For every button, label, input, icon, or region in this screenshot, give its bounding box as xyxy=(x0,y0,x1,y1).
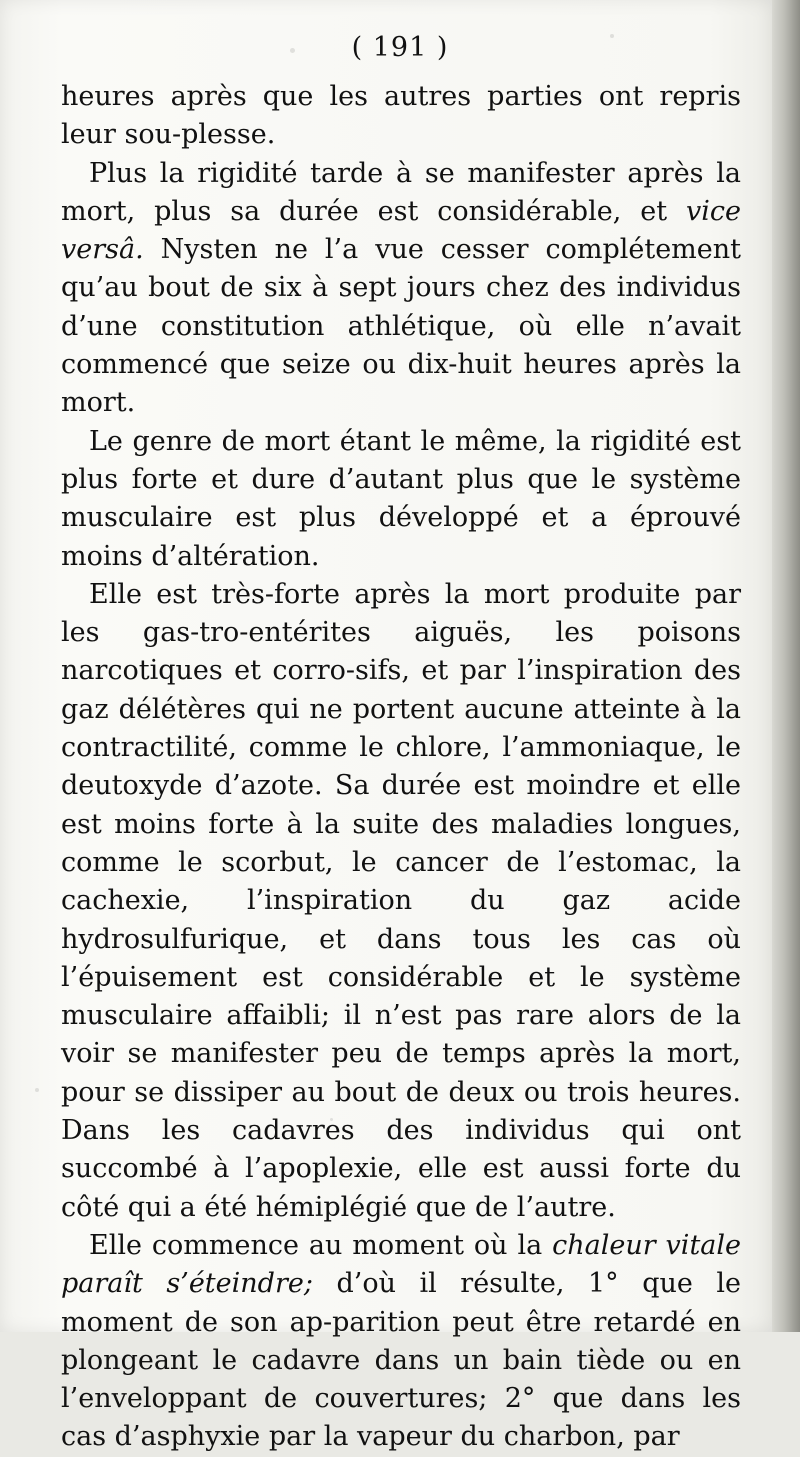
paragraph-1 xyxy=(61,78,741,155)
paper-spot xyxy=(330,1118,333,1121)
paragraph-2-text-part-2: Nysten ne l’a vue cesser complétement qu’au bout de six à sept jours chez des individus d’une constitution athlétique, où elle n’avait commencé que seize ou dix-huit heures après la mort. xyxy=(61,234,741,419)
paragraph-5-text-part-2: d’où il résulte, 1° que le moment de son ap-parition peut être retardé en plongeant le cadavre dans un bain tiède ou en l’enveloppant de couvertures; 2° que dans les cas d’asphyxie par la vapeur du charbon, par xyxy=(61,1268,741,1453)
paragraph-1-text: heures après que les autres parties ont repris leur sou-plesse. xyxy=(61,81,741,151)
paragraph-4 xyxy=(61,576,741,1227)
body-text xyxy=(61,78,741,1457)
paragraph-3 xyxy=(61,423,741,576)
paper-spot xyxy=(610,34,614,38)
paper-spot xyxy=(720,1320,725,1325)
paragraph-2 xyxy=(61,155,741,423)
paragraph-4-text: Elle est très-forte après la mort produite par les gas-tro-entérites aiguës, les poisons narcotiques et corro-sifs, et par l’inspiration des gaz délétères qui ne portent aucune atteinte à la contractilité, comme le chlore, l’ammoniaque, le deutoxyde d’azote. Sa durée est moindre et elle est moins forte à la suite des maladies longues, comme le scorbut, le cancer de l’estomac, la cachexie, l’inspiration du gaz acide hydrosulfurique, et dans tous les cas où l’épuisement est considérable et le système musculaire affaibli; il n’est pas rare alors de la voir se manifester peu de temps après la mort, pour se dissiper au bout de deux ou trois heures. Dans les cadavres des individus qui ont succombé à l’apoplexie, elle est aussi forte du côté qui a été hémiplégié que de l’autre. xyxy=(61,578,741,1223)
paragraph-3-text: Le genre de mort étant le même, la rigidité est plus forte et dure d’autant plus que le système musculaire est plus développé et a éprouvé moins d’altération. xyxy=(61,425,741,572)
paper-spot xyxy=(35,1088,39,1092)
paragraph-5 xyxy=(61,1227,741,1457)
book-edge xyxy=(772,0,800,1332)
page-number: ( 191 ) xyxy=(351,32,449,63)
paragraph-5-italic-chaleur-vitale: chaleur vitale paraît s’éteindre; xyxy=(61,1229,742,1300)
paragraph-2-text-part-1: Plus la rigidité tarde à se manifester après la mort, plus sa durée est considérable, et xyxy=(61,157,741,227)
paragraph-2-italic-vice-versa: vice versâ. xyxy=(61,195,741,266)
paper-spot xyxy=(290,48,295,53)
paragraph-5-text-part-1: Elle commence au moment où la xyxy=(89,1229,553,1261)
